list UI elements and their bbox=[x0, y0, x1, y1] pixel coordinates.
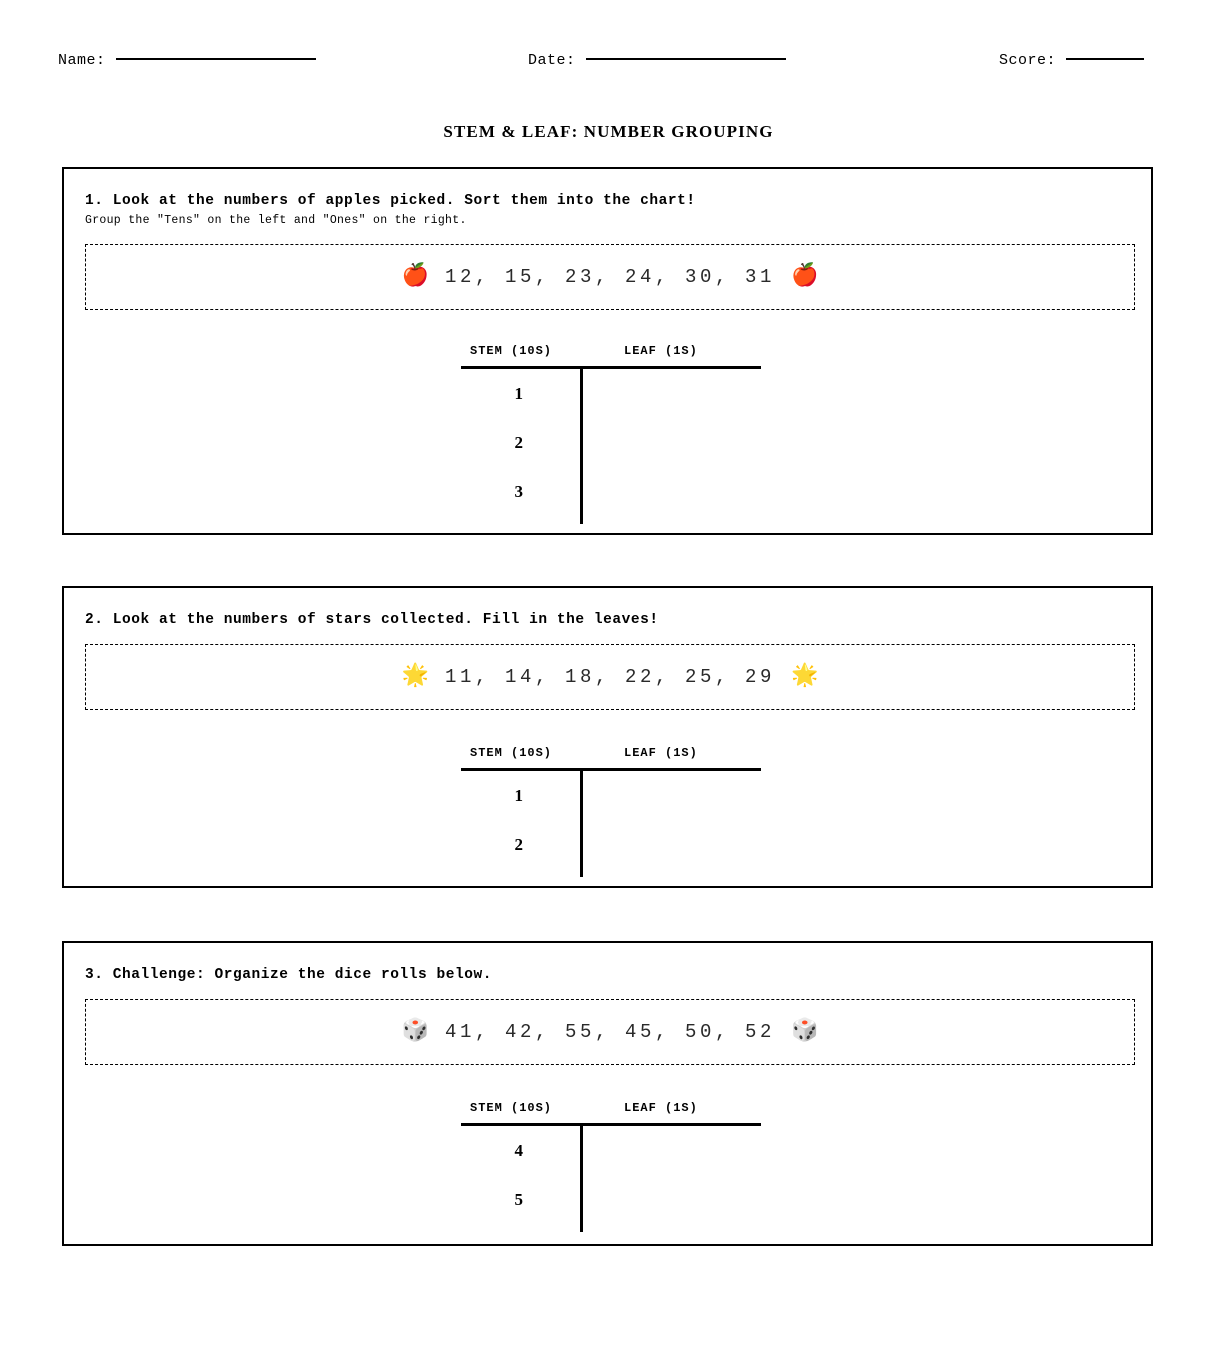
table-row[interactable] bbox=[461, 820, 580, 869]
stem-value: 5 bbox=[514, 1189, 523, 1209]
table-row[interactable] bbox=[461, 1126, 580, 1175]
problem-box-1 bbox=[62, 167, 1153, 535]
date-write-line[interactable] bbox=[586, 58, 786, 60]
name-field[interactable] bbox=[58, 52, 316, 69]
table-row[interactable] bbox=[461, 771, 580, 820]
problem-2-prompt: 2. Look at the numbers of stars collected. Fill in the leaves! bbox=[85, 612, 659, 628]
stem-value: 1 bbox=[514, 383, 523, 403]
table-row[interactable] bbox=[461, 1175, 580, 1224]
problem-box-2 bbox=[62, 586, 1153, 888]
score-label: Score: bbox=[999, 52, 1057, 69]
worksheet-header bbox=[0, 52, 1217, 82]
chart-body bbox=[461, 369, 761, 524]
chart-vertical-divider bbox=[580, 369, 583, 524]
problem-1-stem-leaf-chart bbox=[461, 344, 761, 524]
stem-rows bbox=[461, 1126, 580, 1224]
problem-2-stem-leaf-chart bbox=[461, 746, 761, 877]
name-label: Name: bbox=[58, 52, 106, 69]
star-icon: 🌟 bbox=[401, 664, 429, 689]
leaf-column-label: LEAF (1S) bbox=[624, 1101, 698, 1115]
date-field[interactable] bbox=[528, 52, 786, 69]
score-field[interactable] bbox=[999, 52, 1144, 69]
stem-value: 2 bbox=[514, 432, 523, 452]
chart-header-row bbox=[461, 1101, 761, 1121]
score-write-line[interactable] bbox=[1066, 58, 1144, 60]
problem-3-stem-leaf-chart bbox=[461, 1101, 761, 1232]
date-label: Date: bbox=[528, 52, 576, 69]
table-row[interactable] bbox=[461, 369, 580, 418]
stem-value: 2 bbox=[514, 834, 523, 854]
chart-header-row bbox=[461, 746, 761, 766]
stem-column-label: STEM (10S) bbox=[470, 746, 553, 760]
table-row[interactable] bbox=[461, 418, 580, 467]
stem-value: 3 bbox=[514, 481, 523, 501]
problem-1-subprompt: Group the "Tens" on the left and "Ones" on the right. bbox=[85, 214, 467, 227]
chart-body bbox=[461, 1126, 761, 1232]
problem-3-number-strip bbox=[85, 999, 1135, 1065]
stem-column-label: STEM (10S) bbox=[470, 344, 553, 358]
stem-value: 1 bbox=[514, 785, 523, 805]
name-write-line[interactable] bbox=[116, 58, 316, 60]
apple-icon: 🍎 bbox=[401, 264, 429, 289]
problem-1-numbers: 12, 15, 23, 24, 30, 31 bbox=[444, 266, 776, 288]
leaf-column-label: LEAF (1S) bbox=[624, 344, 698, 358]
chart-body bbox=[461, 771, 761, 877]
chart-vertical-divider bbox=[580, 1126, 583, 1232]
page-title: STEM & LEAF: NUMBER GROUPING bbox=[443, 122, 774, 141]
dice-icon: 🎲 bbox=[401, 1019, 429, 1044]
stem-rows bbox=[461, 369, 580, 516]
table-row[interactable] bbox=[461, 467, 580, 516]
problem-2-numbers: 11, 14, 18, 22, 25, 29 bbox=[444, 666, 776, 688]
problem-box-3 bbox=[62, 941, 1153, 1246]
stem-value: 4 bbox=[514, 1140, 523, 1160]
problem-1-prompt: 1. Look at the numbers of apples picked. Sort them into the chart! bbox=[85, 193, 696, 209]
star-icon: 🌟 bbox=[791, 664, 819, 689]
apple-icon: 🍎 bbox=[791, 264, 819, 289]
chart-header-row bbox=[461, 344, 761, 364]
stem-column-label: STEM (10S) bbox=[470, 1101, 553, 1115]
problem-1-number-strip bbox=[85, 244, 1135, 310]
chart-vertical-divider bbox=[580, 771, 583, 877]
leaf-column-label: LEAF (1S) bbox=[624, 746, 698, 760]
dice-icon: 🎲 bbox=[791, 1019, 819, 1044]
problem-2-number-strip bbox=[85, 644, 1135, 710]
problem-3-numbers: 41, 42, 55, 45, 50, 52 bbox=[444, 1021, 776, 1043]
problem-3-prompt: 3. Challenge: Organize the dice rolls below. bbox=[85, 967, 493, 983]
stem-rows bbox=[461, 771, 580, 869]
